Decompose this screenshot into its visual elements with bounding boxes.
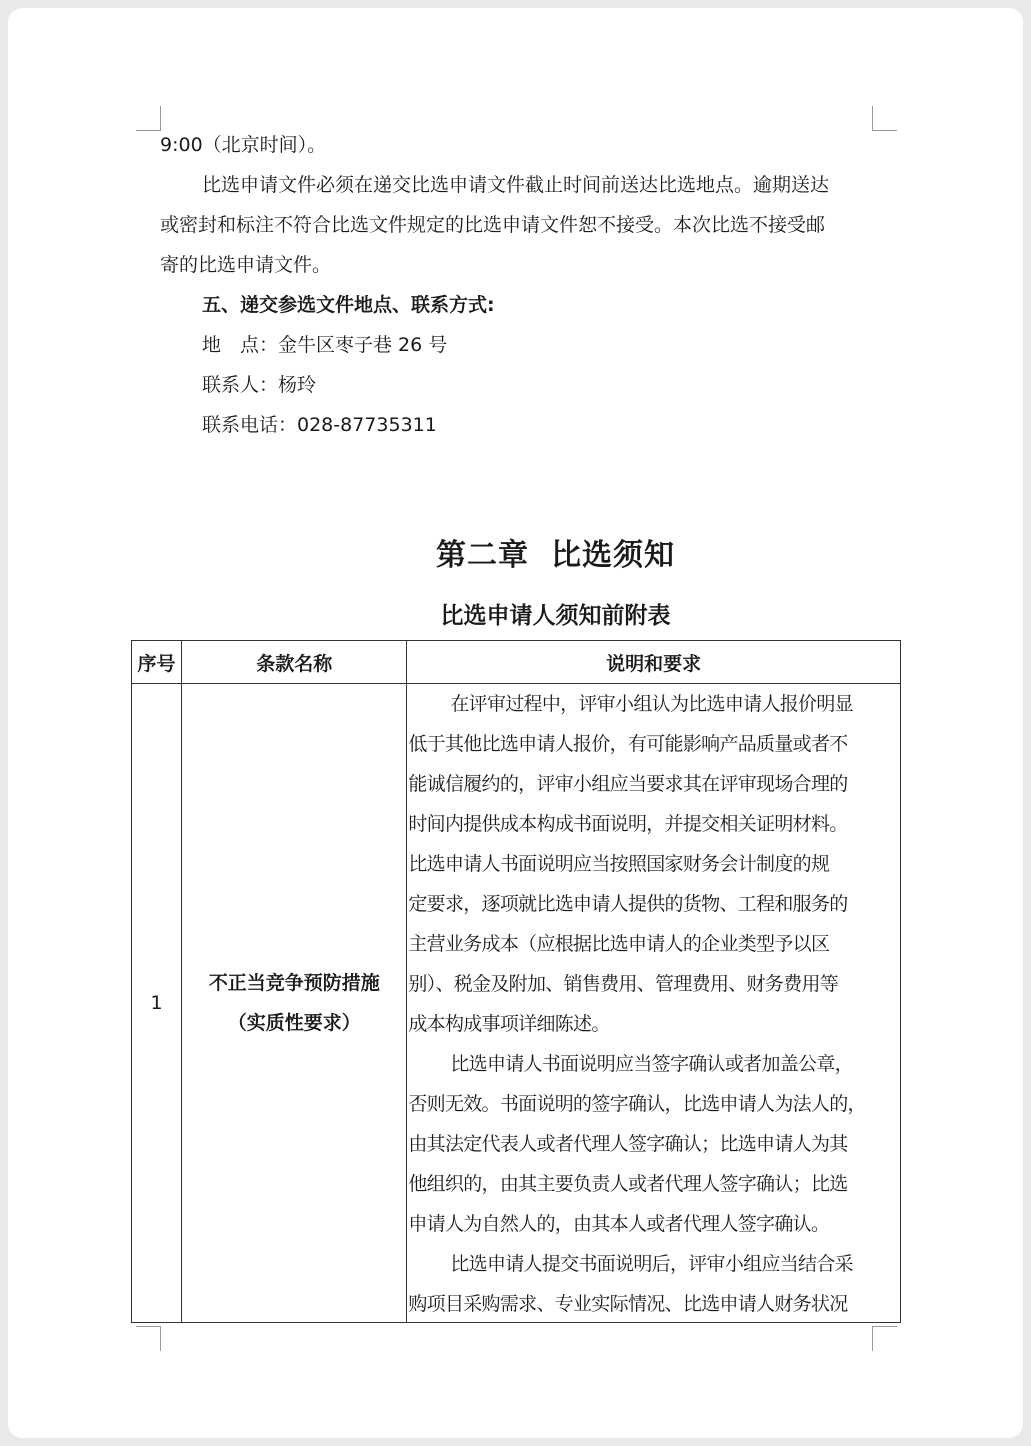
- desc-line: 别）、税金及附加、销售费用、管理费用、财务费用等: [408, 973, 839, 995]
- desc-line: 他组织的，由其主要负责人或者代理人签字确认；比选: [408, 1173, 848, 1195]
- chapter-title: [8, 530, 1023, 574]
- row-clause-name-line-1: 不正当竞争预防措施: [208, 972, 380, 994]
- desc-line: 否则无效。书面说明的签字确认，比选申请人为法人的，: [408, 1093, 866, 1115]
- intro-paragraph-line-1: 比选申请文件必须在递交比选申请文件截止时间前送达比选地点。逾期送达: [202, 174, 830, 196]
- intro-paragraph-line-2: 或密封和标注不符合比选文件规定的比选申请文件恕不接受。本次比选不接受邮: [160, 214, 826, 236]
- page-corner-mark-bottom-left: [136, 1326, 161, 1351]
- desc-line: 申请人为自然人的，由其本人或者代理人签字确认。: [408, 1213, 830, 1235]
- contact-phone: 联系电话：028-87735311: [202, 414, 437, 436]
- header-clause-name: 条款名称: [182, 641, 407, 684]
- contact-person: 联系人：杨玲: [202, 374, 317, 396]
- row-description: [407, 684, 901, 1323]
- section-5-heading: 五、递交参选文件地点、联系方式:: [202, 294, 495, 316]
- chapter-name: 比选须知: [551, 538, 675, 573]
- desc-line: 在评审过程中，评审小组认为比选申请人报价明显: [450, 693, 853, 715]
- page-corner-mark-top-right: [872, 106, 897, 131]
- desc-line: 成本构成事项详细陈述。: [408, 1013, 610, 1035]
- table-title: 比选申请人须知前附表: [440, 603, 671, 629]
- desc-line: 由其法定代表人或者代理人签字确认；比选申请人为其: [408, 1133, 848, 1155]
- desc-line: 低于其他比选申请人报价，有可能影响产品质量或者不: [408, 733, 848, 755]
- page-corner-mark-bottom-right: [872, 1326, 897, 1351]
- header-description: 说明和要求: [407, 641, 901, 684]
- table-header-row: [132, 641, 901, 684]
- intro-line-time: 9:00（北京时间）。: [160, 134, 327, 156]
- header-seq: 序号: [132, 641, 182, 684]
- desc-line: 购项目采购需求、专业实际情况、比选申请人财务状况: [408, 1293, 848, 1315]
- row-seq: 1: [132, 684, 182, 1323]
- row-clause-name: [182, 684, 407, 1323]
- desc-line: 比选申请人书面说明应当签字确认或者加盖公章，: [450, 1053, 853, 1075]
- page-corner-mark-top-left: [136, 106, 161, 131]
- document-page: [8, 8, 1023, 1438]
- intro-paragraph-line-3: 寄的比选申请文件。: [160, 254, 332, 276]
- table-row: [132, 684, 901, 1323]
- contact-address: 地 点：金牛区枣子巷 26 号: [202, 334, 448, 356]
- chapter-number: 第二章: [436, 538, 529, 573]
- desc-line: 定要求，逐项就比选申请人提供的货物、工程和服务的: [408, 893, 848, 915]
- row-clause-name-line-2: （实质性要求）: [227, 1012, 361, 1034]
- desc-line: 比选申请人书面说明应当按照国家财务会计制度的规: [408, 853, 830, 875]
- desc-line: 主营业务成本（应根据比选申请人的企业类型予以区: [408, 933, 830, 955]
- desc-line: 比选申请人提交书面说明后，评审小组应当结合采: [450, 1253, 853, 1275]
- notice-table: [131, 640, 901, 1323]
- desc-line: 时间内提供成本构成书面说明，并提交相关证明材料。: [408, 813, 848, 835]
- desc-line: 能诚信履约的，评审小组应当要求其在评审现场合理的: [408, 773, 848, 795]
